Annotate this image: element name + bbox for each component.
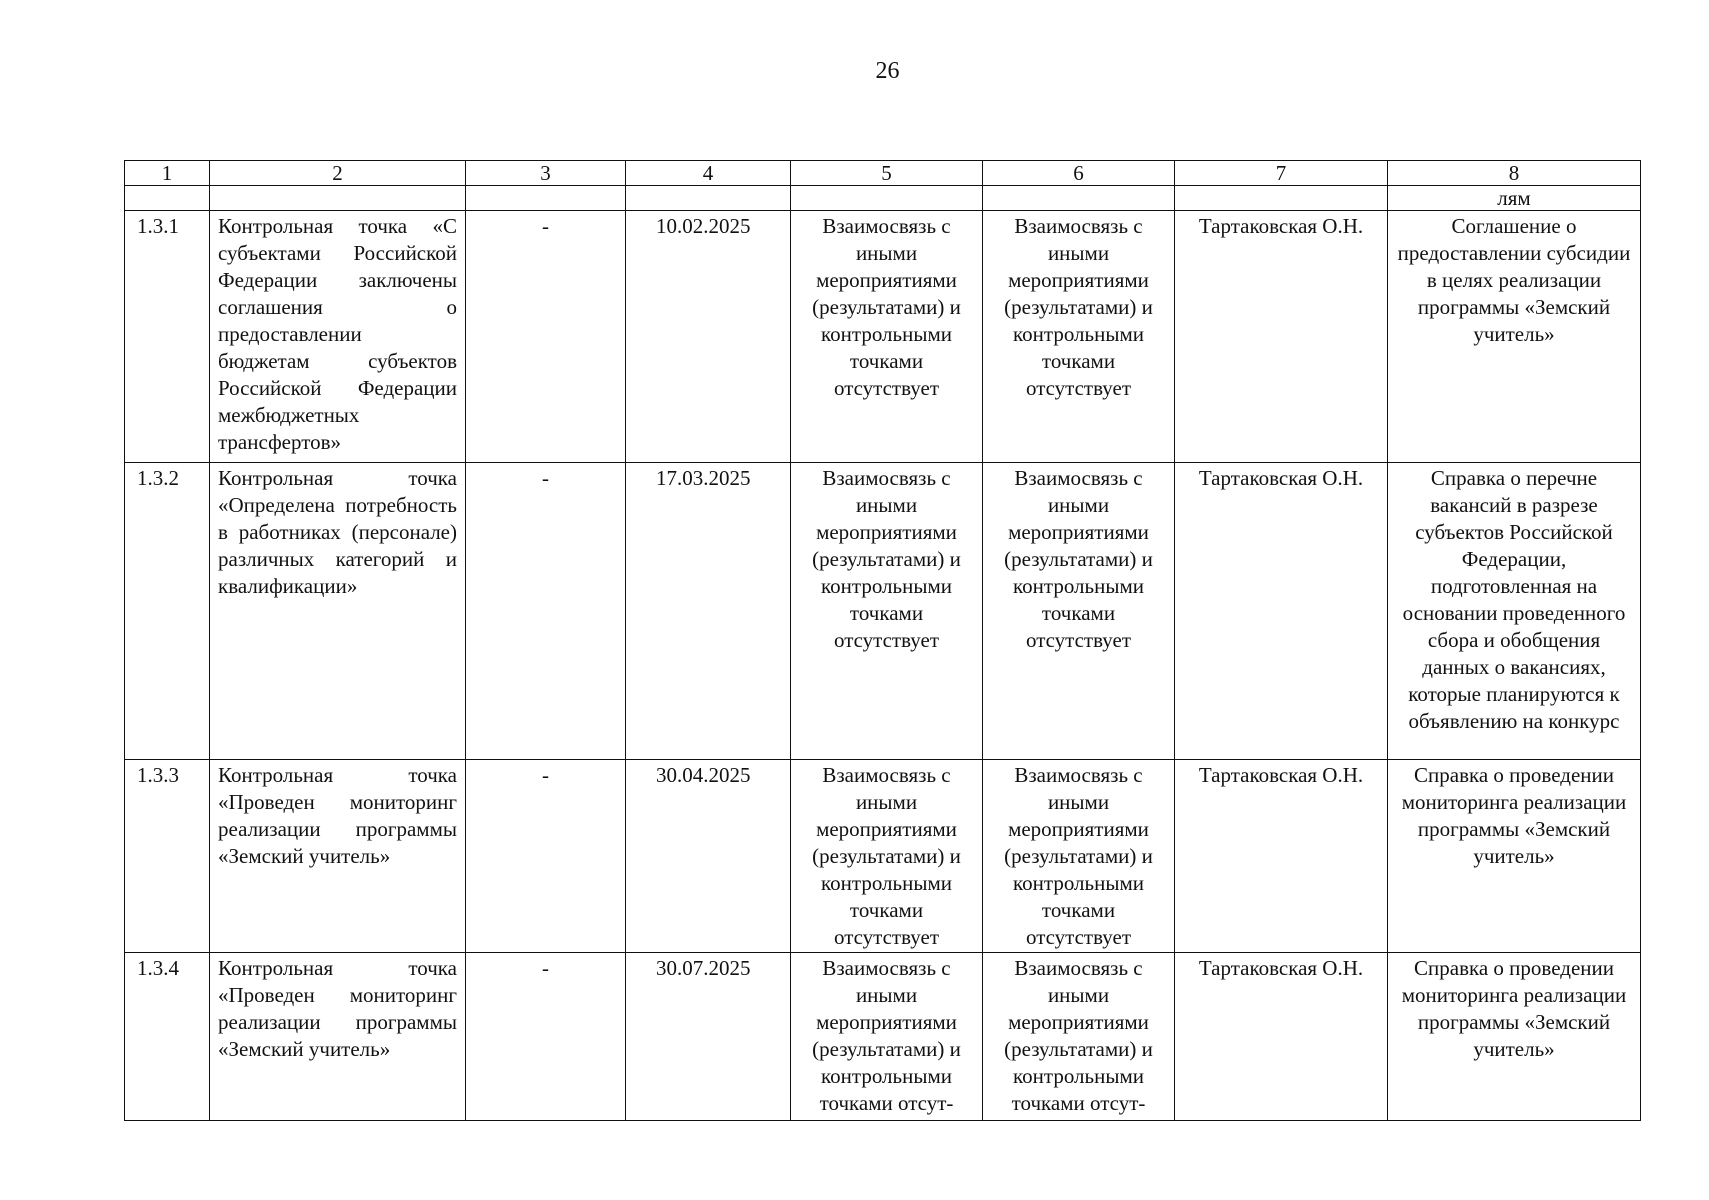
column-header: 1 — [125, 161, 210, 186]
column-header: 5 — [791, 161, 983, 186]
control-point-name: Контрольная точка «Проведен мониторинг реализации программы «Земский учитель» — [210, 760, 466, 953]
result-document: Справка о проведении мониторинга реализации программы «Земский учитель» — [1388, 760, 1641, 953]
table-row — [125, 463, 1641, 760]
continuation-text: лям — [1388, 186, 1641, 211]
table-cell — [125, 186, 210, 211]
result-document: Справка о перечне вакансий в разрезе субъектов Российской Федерации, подготовленная на основании проведенного сбора и обобщения данных о вакансиях, которые планируются к объявлению на конкурс — [1388, 463, 1641, 760]
table-cell — [1175, 186, 1388, 211]
responsible-person: Тартаковская О.Н. — [1175, 463, 1388, 760]
result-document: Соглашение о предоставлении субсидии в целях реализации программы «Земский учитель» — [1388, 211, 1641, 463]
table-cell — [210, 186, 466, 211]
table-row — [125, 211, 1641, 463]
result-document: Справка о проведении мониторинга реализации программы «Земский учитель» — [1388, 953, 1641, 1121]
column-header: 8 — [1388, 161, 1641, 186]
row-number: 1.3.2 — [125, 463, 210, 760]
column-5-value: Взаимосвязь с иными мероприятиями (результатами) и контрольными точками отсут- — [791, 953, 983, 1121]
column-header: 4 — [626, 161, 791, 186]
column-5-value: Взаимосвязь с иными мероприятиями (результатами) и контрольными точками отсутствует — [791, 463, 983, 760]
table-cell — [983, 186, 1175, 211]
column-6-value: Взаимосвязь с иными мероприятиями (результатами) и контрольными точками отсутствует — [983, 760, 1175, 953]
column-header: 7 — [1175, 161, 1388, 186]
due-date: 10.02.2025 — [626, 211, 791, 463]
due-date: 30.07.2025 — [626, 953, 791, 1121]
control-point-name: Контрольная точка «Проведен мониторинг реализации программы «Земский учитель» — [210, 953, 466, 1121]
due-date: 17.03.2025 — [626, 463, 791, 760]
column-number-header-row — [125, 161, 1641, 186]
table-row — [125, 760, 1641, 953]
row-number: 1.3.3 — [125, 760, 210, 953]
responsible-person: Тартаковская О.Н. — [1175, 953, 1388, 1121]
table-cell — [466, 186, 626, 211]
responsible-person: Тартаковская О.Н. — [1175, 760, 1388, 953]
due-date: 30.04.2025 — [626, 760, 791, 953]
column-3-value: - — [466, 211, 626, 463]
column-5-value: Взаимосвязь с иными мероприятиями (результатами) и контрольными точками отсутствует — [791, 211, 983, 463]
column-3-value: - — [466, 463, 626, 760]
row-number: 1.3.1 — [125, 211, 210, 463]
table-cell — [791, 186, 983, 211]
control-point-name: Контрольная точка «Определена потребность в работниках (персонале) различных категорий и квалификации» — [210, 463, 466, 760]
table-cell — [626, 186, 791, 211]
column-3-value: - — [466, 953, 626, 1121]
column-header: 2 — [210, 161, 466, 186]
continuation-row — [125, 186, 1641, 211]
responsible-person: Тартаковская О.Н. — [1175, 211, 1388, 463]
control-points-table — [124, 160, 1641, 1121]
column-5-value: Взаимосвязь с иными мероприятиями (результатами) и контрольными точками отсутствует — [791, 760, 983, 953]
control-point-name: Контрольная точка «С субъектами Российской Федерации заключены соглашения о предоставлении бюджетам субъектов Российской Федерации межбюджетных трансфертов» — [210, 211, 466, 463]
row-number: 1.3.4 — [125, 953, 210, 1121]
table-row — [125, 953, 1641, 1121]
column-6-value: Взаимосвязь с иными мероприятиями (результатами) и контрольными точками отсутствует — [983, 211, 1175, 463]
column-3-value: - — [466, 760, 626, 953]
column-6-value: Взаимосвязь с иными мероприятиями (результатами) и контрольными точками отсут- — [983, 953, 1175, 1121]
column-header: 3 — [466, 161, 626, 186]
column-6-value: Взаимосвязь с иными мероприятиями (результатами) и контрольными точками отсутствует — [983, 463, 1175, 760]
page-number: 26 — [875, 58, 900, 84]
column-header: 6 — [983, 161, 1175, 186]
